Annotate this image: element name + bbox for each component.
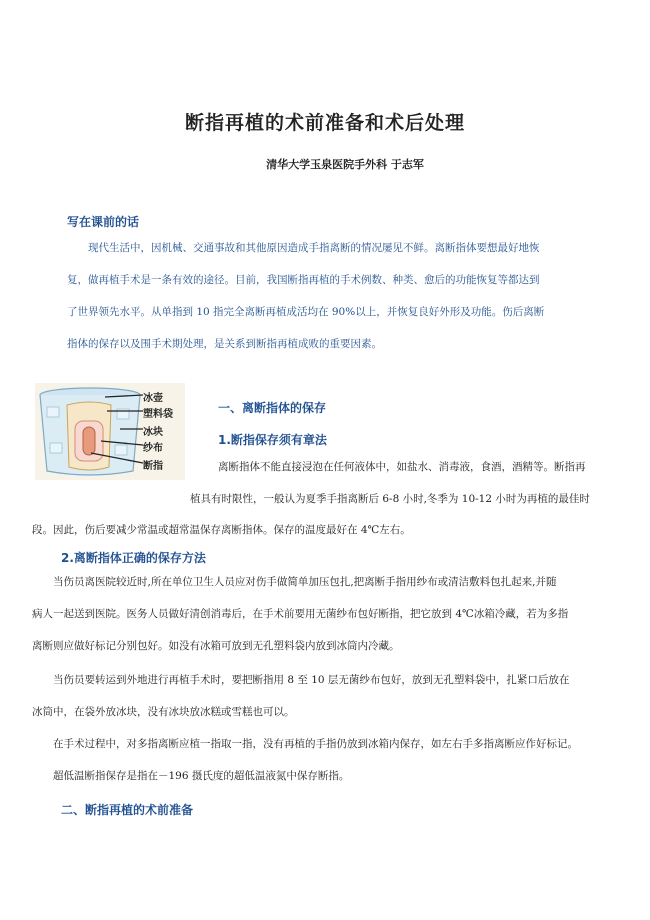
sub1-line: 植具有时限性，一般认为夏季手指离断后 6-8 小时,冬季为 10-12 小时为再植的最佳时	[190, 493, 590, 505]
intro-heading: 写在课前的话	[67, 215, 140, 229]
paragraph-line: 在手术过程中，对多指离断应植一指取一指，没有再植的手指仍放到冰箱内保存，如左右手多指离断应作好标记。	[53, 738, 578, 750]
section1-sub2-heading: 2.离断指体正确的保存方法	[61, 551, 206, 565]
paragraph-line: 离断则应做好标记分别包好。如没有冰箱可放到无孔塑料袋内放到冰筒内冷藏。	[32, 640, 400, 652]
intro-line: 复，做再植手术是一条有效的途径。目前，我国断指再植的手术例数、种类、愈后的功能恢复等都达到	[67, 274, 540, 286]
label-plastic-bag: 塑料袋	[143, 409, 173, 420]
section2-heading: 二、断指再植的术前准备	[61, 803, 194, 817]
intro-line: 现代生活中，因机械、交通事故和其他原因造成手指离断的情况屡见不鲜。离断指体要想最好地恢	[88, 242, 540, 254]
sub2-paragraph-2	[32, 664, 622, 728]
label-severed-finger: 断指	[143, 461, 163, 472]
sub1-line: 段。因此，伤后要减少常温或超常温保存离断指体。保存的温度最好在 4℃左右。	[32, 524, 411, 536]
author-line: 清华大学玉泉医院手外科 于志军	[266, 158, 424, 171]
paragraph-line: 超低温断指保存是指在－196 摄氏度的超低温液氮中保存断指。	[53, 770, 350, 782]
sub1-line: 离断指体不能直接浸泡在任何液体中，如盐水、消毒液，食酒，酒精等。断指再	[218, 461, 586, 473]
paragraph-line: 冰筒中，在袋外放冰块，没有冰块放冰糕或雪糕也可以。	[32, 706, 295, 718]
paragraph-line: 当伤员离医院较近时,所在单位卫生人员应对伤手做简单加压包扎,把离断手指用纱布或清洁敷料包扎起来,并随	[53, 576, 557, 588]
sub2-paragraph-4	[32, 760, 622, 792]
finger-storage-illustration	[35, 383, 185, 480]
paragraph-line: 当伤员要转运到外地进行再植手术时，要把断指用 8 至 10 层无菌纱布包好，放到无孔塑料袋中，扎紧口后放在	[53, 674, 570, 686]
section1-sub1-heading: 1.断指保存须有章法	[218, 433, 327, 447]
sub2-paragraph-1	[32, 566, 622, 662]
label-ice-bucket: 冰壶	[143, 393, 163, 404]
section1-heading: 一、离断指体的保存	[218, 401, 327, 415]
paragraph-line: 病人一起送到医院。医务人员做好清创消毒后，在手术前要用无菌纱布包好断指，把它放到 4℃冰箱冷藏，若为多指	[32, 608, 569, 620]
intro-line: 了世界领先水平。从单指到 10 指完全离断再植成活均在 90%以上，并恢复良好外形及功能。伤后离断	[67, 306, 545, 318]
intro-paragraph	[67, 232, 607, 360]
sub2-paragraph-3	[32, 728, 632, 760]
label-gauze: 纱布	[143, 443, 163, 454]
intro-line: 指体的保存以及围手术期处理，是关系到断指再植成败的重要因素。	[67, 338, 382, 350]
label-ice-cubes: 冰块	[143, 427, 163, 438]
page-title: 断指再植的术前准备和术后处理	[184, 112, 465, 134]
